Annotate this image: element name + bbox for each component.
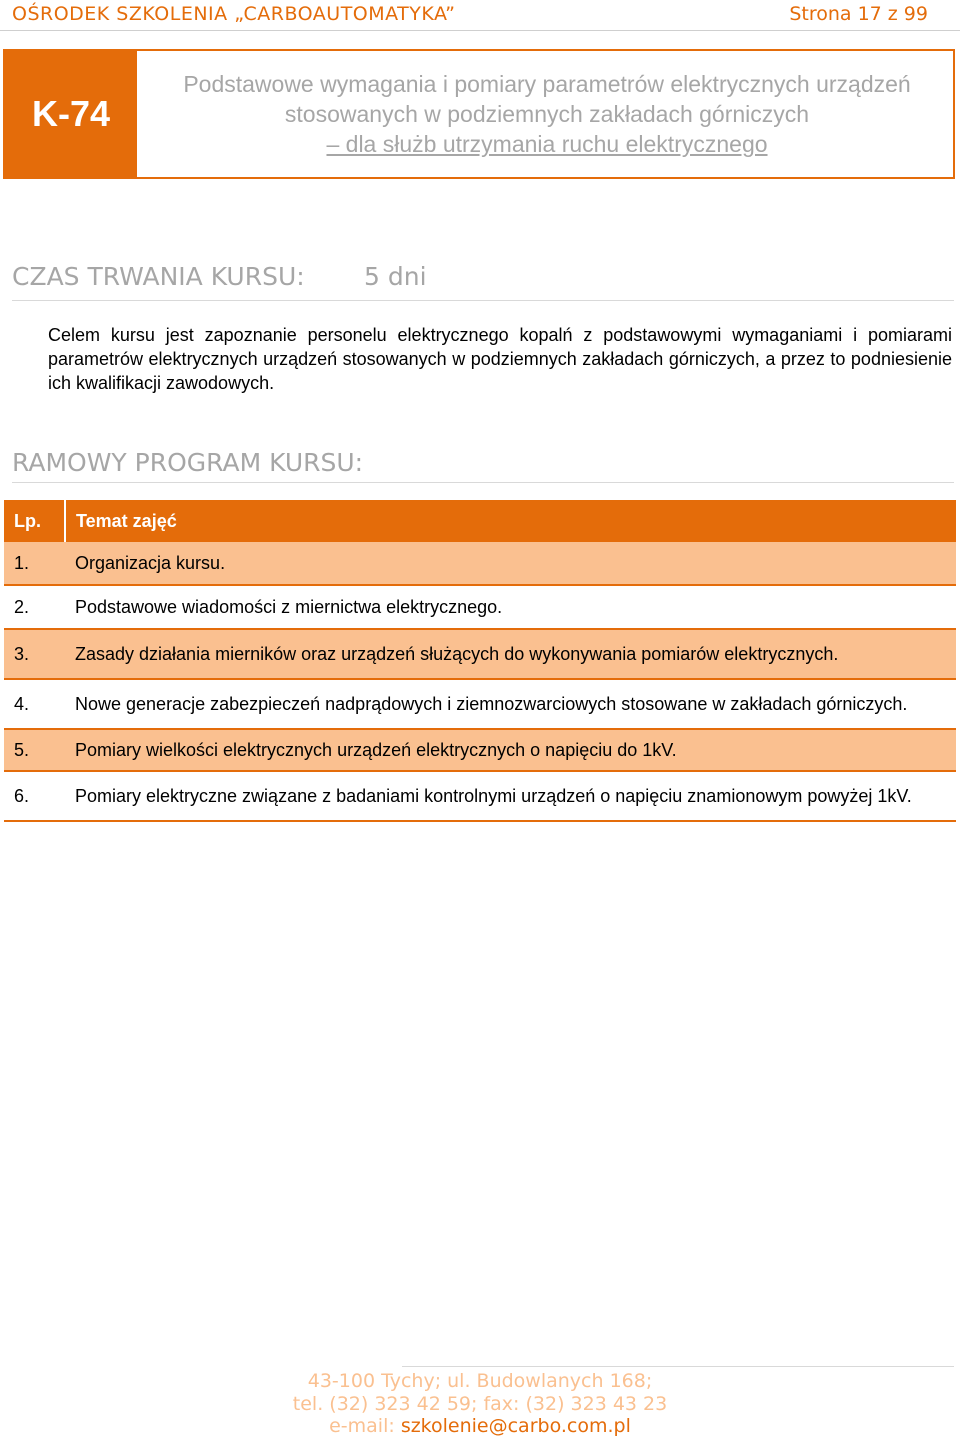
table-header-row bbox=[4, 500, 956, 542]
divider bbox=[12, 482, 954, 483]
footer-phone: tel. (32) 323 42 59; fax: (32) 323 43 23 bbox=[292, 1392, 668, 1415]
page-number: Strona 17 z 99 bbox=[789, 3, 928, 25]
row-topic: Zasady działania mierników oraz urządzeń służących do wykonywania pomiarów elektrycznych. bbox=[65, 629, 956, 679]
row-number: 6. bbox=[4, 771, 65, 821]
row-number: 2. bbox=[4, 585, 65, 629]
program-heading: RAMOWY PROGRAM KURSU: bbox=[12, 448, 364, 477]
course-code: K-74 bbox=[5, 51, 137, 177]
duration-value: 5 dni bbox=[364, 262, 427, 291]
footer-email-link[interactable]: szkolenie@carbo.com.pl bbox=[400, 1415, 631, 1437]
page-footer bbox=[0, 1370, 960, 1438]
footer-email-line bbox=[0, 1415, 960, 1438]
row-number: 1. bbox=[4, 542, 65, 585]
course-title-line-3: – dla służb utrzymania ruchu elektrycznego bbox=[326, 131, 768, 157]
row-topic: Pomiary elektryczne związane z badaniami kontrolnymi urządzeń o napięciu znamionowym powyżej 1kV. bbox=[65, 771, 956, 821]
duration-label: CZAS TRWANIA KURSU: bbox=[12, 262, 305, 291]
course-duration bbox=[12, 262, 952, 291]
course-description: Celem kursu jest zapoznanie personelu elektrycznego kopalń z podstawowymi wymaganiami i pomiarami parametrów elektrycznych urządzeń stosowanych w podziemnych zakładach górniczych, a przez to podniesienie ich kwalifikacji zawodowych. bbox=[48, 325, 952, 393]
row-topic: Organizacja kursu. bbox=[65, 542, 956, 585]
table-row bbox=[4, 629, 956, 679]
divider bbox=[12, 300, 954, 301]
course-title-line-2: stosowanych w podziemnych zakładach górniczych bbox=[284, 101, 810, 127]
table-row bbox=[4, 729, 956, 771]
footer-email-label: e-mail: bbox=[329, 1415, 401, 1437]
course-title-line-1: Podstawowe wymagania i pomiary parametrów elektrycznych urządzeń bbox=[183, 71, 911, 97]
row-topic: Nowe generacje zabezpieczeń nadprądowych i ziemnozwarciowych stosowane w zakładach górniczych. bbox=[65, 679, 956, 729]
page-header bbox=[0, 0, 960, 31]
row-topic: Podstawowe wiadomości z miernictwa elektrycznego. bbox=[65, 585, 956, 629]
program-table bbox=[4, 500, 956, 822]
footer-address: 43-100 Tychy; ul. Budowlanych 168; bbox=[307, 1370, 653, 1392]
table-row bbox=[4, 585, 956, 629]
column-header-lp: Lp. bbox=[4, 500, 65, 542]
table-row bbox=[4, 771, 956, 821]
row-number: 4. bbox=[4, 679, 65, 729]
row-number: 5. bbox=[4, 729, 65, 771]
table-row bbox=[4, 542, 956, 585]
course-title-box bbox=[3, 49, 955, 179]
table-row bbox=[4, 679, 956, 729]
row-number: 3. bbox=[4, 629, 65, 679]
column-header-topic: Temat zajęć bbox=[65, 500, 956, 542]
course-title bbox=[141, 51, 953, 177]
row-topic: Pomiary wielkości elektrycznych urządzeń elektrycznych o napięciu do 1kV. bbox=[65, 729, 956, 771]
organization-name: OŚRODEK SZKOLENIA „CARBOAUTOMATYKA” bbox=[12, 3, 456, 25]
footer-divider bbox=[402, 1366, 954, 1367]
